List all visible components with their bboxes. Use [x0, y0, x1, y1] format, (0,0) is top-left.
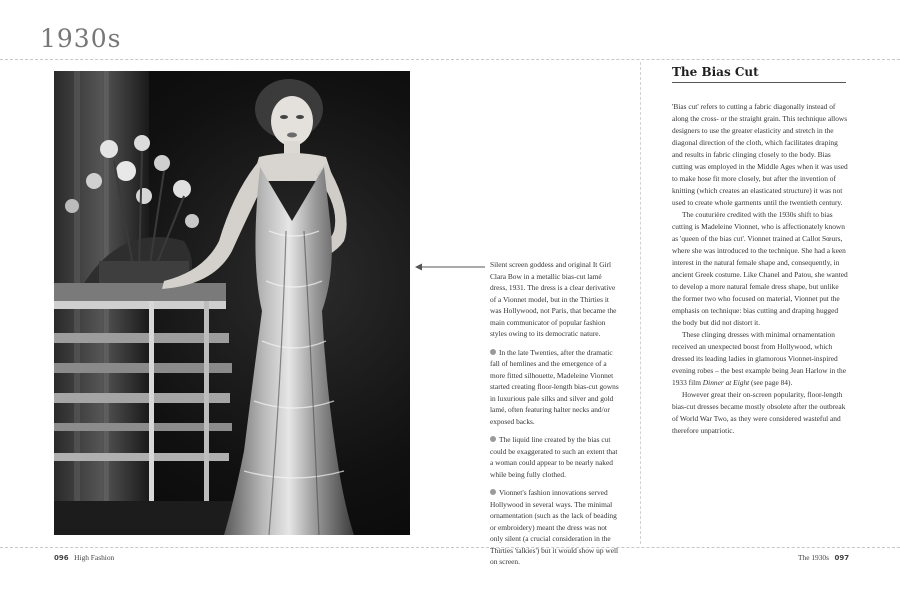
caption-bullet-3: Vionnet's fashion innovations served Hollywood in several ways. The minimal ornamentation (such as the lack of beading or embroidery) meant the dress was not only silent (a crucial consideration in the Thirties 'talkies') but it would show up well on screen. [490, 488, 619, 566]
article-paragraph: These clinging dresses with minimal ornamentation received an unexpected boost from Hollywood, which dressed its leading ladies in glamorous Vionnet-inspired evening robes – the best example being Jean Harlow in the 1933 film Dinner at Eight (see page 84). [672, 330, 847, 387]
article-paragraph: 'Bias cut' refers to cutting a fabric diagonally instead of along the cross- or the straight grain. This technique allows designers to use the greater elasticity and stretch in the diagonal direction of the cloth, which facilitates draping and results in fabric clinging closely to the body. Bias cutting was employed in the Middle Ages when it was used to make hose fit more closely, but after the invention of knitting (which creates an elasticated structure) it was not used to create whole garments until the twentieth century. [672, 102, 848, 207]
bullet-icon [490, 349, 496, 355]
top-divider [0, 59, 900, 60]
article-paragraph: The couturière credited with the 1930s shift to bias cutting is Madeleine Vionnet, who is affectionately known as 'queen of the bias cut'. Vionnet trained at Callot Sœurs, where she was introduced to the technique. She had a keen interest in the natural female shape and, consequently, in ancient Greek costume. Like Chanel and Patou, she wanted to develop a more natural female dress shape, but unlike the former two who focused on material, Vionnet put the emphasis on technique: bias cutting and draping hugged the body but did not distort it. [672, 210, 848, 327]
bottom-divider [0, 547, 900, 548]
article-heading: The Bias Cut [672, 65, 846, 83]
page-number-left: 096 [54, 554, 69, 562]
page-title: 1930s [40, 24, 122, 53]
footer-left [54, 553, 114, 562]
caption-intro: Silent screen goddess and original It Girl Clara Bow in a metallic bias-cut lamé dress, 1931. The dress is a clear derivative of a Vionnet model, but in the Thirties it was Hollywood, not Paris, that became the main communicator of popular fashion styles owing to its democratic nature. [490, 260, 617, 338]
caption-bullet-1: In the late Twenties, after the dramatic fall of hemlines and the emergence of a more fitted silhouette, Madeleine Vionnet started creating floor-length bias-cut gowns in luxurious pale silks and silver and gold lamé, often featuring halter necks and/or exposed backs. [490, 347, 619, 426]
article-body [672, 101, 848, 437]
caption-arrow-icon [415, 262, 485, 272]
running-title-right: The 1930s [798, 553, 829, 562]
running-title-left: High Fashion [74, 553, 115, 562]
photograph-icon [54, 71, 410, 535]
photo-caption [490, 259, 620, 575]
article-paragraph: However great their on-screen popularity, floor-length bias-cut dresses became mostly obsolete after the outbreak of World War Two, as they were considered wasteful and therefore unpatriotic. [672, 390, 846, 435]
footer-right [798, 553, 849, 562]
caption-bullet-2: The liquid line created by the bias cut could be exaggerated to such an extent that a woman could appear to be nearly naked while being fully clothed. [490, 435, 618, 479]
fashion-photograph [54, 71, 410, 535]
bullet-icon [490, 436, 496, 442]
bullet-icon [490, 489, 496, 495]
film-title: Dinner at Eight [702, 378, 750, 387]
gutter-divider [640, 62, 641, 544]
page-number-right: 097 [834, 554, 850, 562]
